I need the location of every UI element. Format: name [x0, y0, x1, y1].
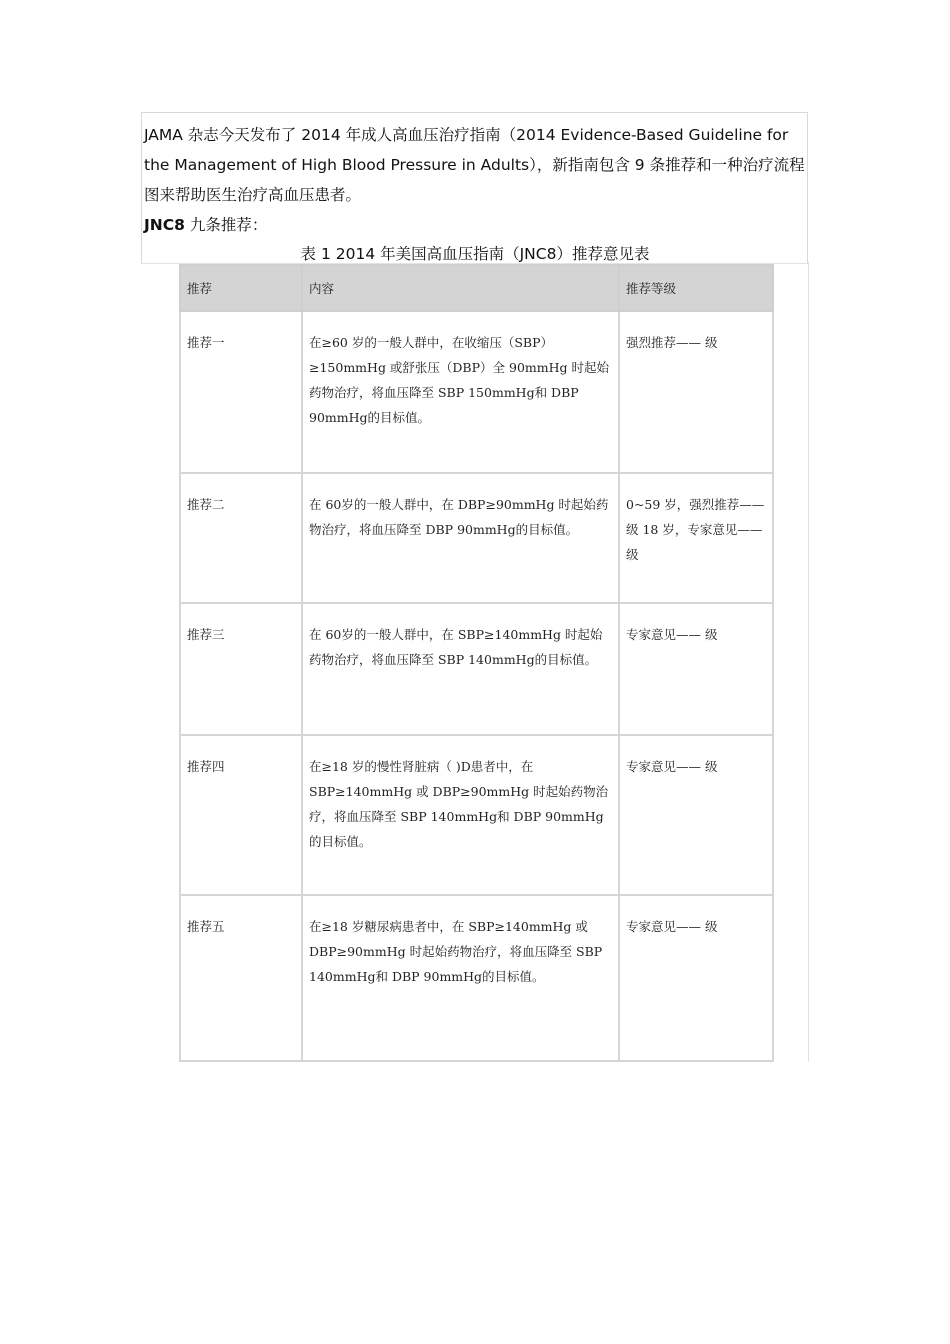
lead-label: JNC8 — [144, 216, 185, 234]
row-name-cell: 推荐三 — [180, 603, 302, 735]
recommendation-table — [179, 264, 774, 1062]
intro-paragraph: JAMA 杂志今天发布了 2014 年成人高血压治疗指南（2014 Evidence-Based Guideline for the Management of High Blood Pressure in Adults），新指南包含 9 条推荐和一种治疗流程图来帮助医生治疗高血压患者。 — [144, 126, 805, 204]
page-rule — [808, 262, 809, 1062]
row-grade-cell: 专家意见—— 级 — [619, 895, 773, 1061]
intro-section — [144, 120, 808, 240]
row-name-cell: 推荐五 — [180, 895, 302, 1061]
row-content-cell: 在 60岁的一般人群中，在 DBP≥90mmHg 时起始药物治疗，将血压降至 DBP 90mmHg的目标值。 — [302, 473, 619, 603]
table-row — [180, 603, 773, 735]
table-header-row — [180, 265, 773, 311]
header-cell-recommendation: 推荐 — [180, 265, 302, 311]
row-content-cell: 在≥18 岁的慢性肾脏病（ )D患者中，在 SBP≥140mmHg 或 DBP≥90mmHg 时起始药物治疗，将血压降至 SBP 140mmHg和 DBP 90mmHg的目标值。 — [302, 735, 619, 895]
row-grade-cell: 专家意见—— 级 — [619, 735, 773, 895]
row-grade-cell: 强烈推荐—— 级 — [619, 311, 773, 473]
row-name-cell: 推荐四 — [180, 735, 302, 895]
row-content-cell: 在≥60 岁的一般人群中，在收缩压（SBP）≥150mmHg 或舒张压（DBP）全 90mmHg 时起始药物治疗，将血压降至 SBP 150mmHg和 DBP 90mmHg的目标值。 — [302, 311, 619, 473]
header-cell-grade: 推荐等级 — [619, 265, 773, 311]
row-name-cell: 推荐一 — [180, 311, 302, 473]
table-row — [180, 895, 773, 1061]
row-content-cell: 在≥18 岁糖尿病患者中，在 SBP≥140mmHg 或 DBP≥90mmHg 时起始药物治疗，将血压降至 SBP 140mmHg和 DBP 90mmHg的目标值。 — [302, 895, 619, 1061]
row-grade-cell: 专家意见—— 级 — [619, 603, 773, 735]
row-content-cell: 在 60岁的一般人群中，在 SBP≥140mmHg 时起始药物治疗，将血压降至 SBP 140mmHg的目标值。 — [302, 603, 619, 735]
table-caption: 表 1 2014 年美国高血压指南（JNC8）推荐意见表 — [300, 245, 650, 263]
table-row — [180, 473, 773, 603]
table-row — [180, 735, 773, 895]
lead-line — [144, 210, 808, 240]
table-row — [180, 311, 773, 473]
lead-text: 九条推荐： — [184, 216, 268, 234]
header-cell-content: 内容 — [302, 265, 619, 311]
row-name-cell: 推荐二 — [180, 473, 302, 603]
row-grade-cell: 0~59 岁，强烈推荐—— 级 18 岁，专家意见—— 级 — [619, 473, 773, 603]
